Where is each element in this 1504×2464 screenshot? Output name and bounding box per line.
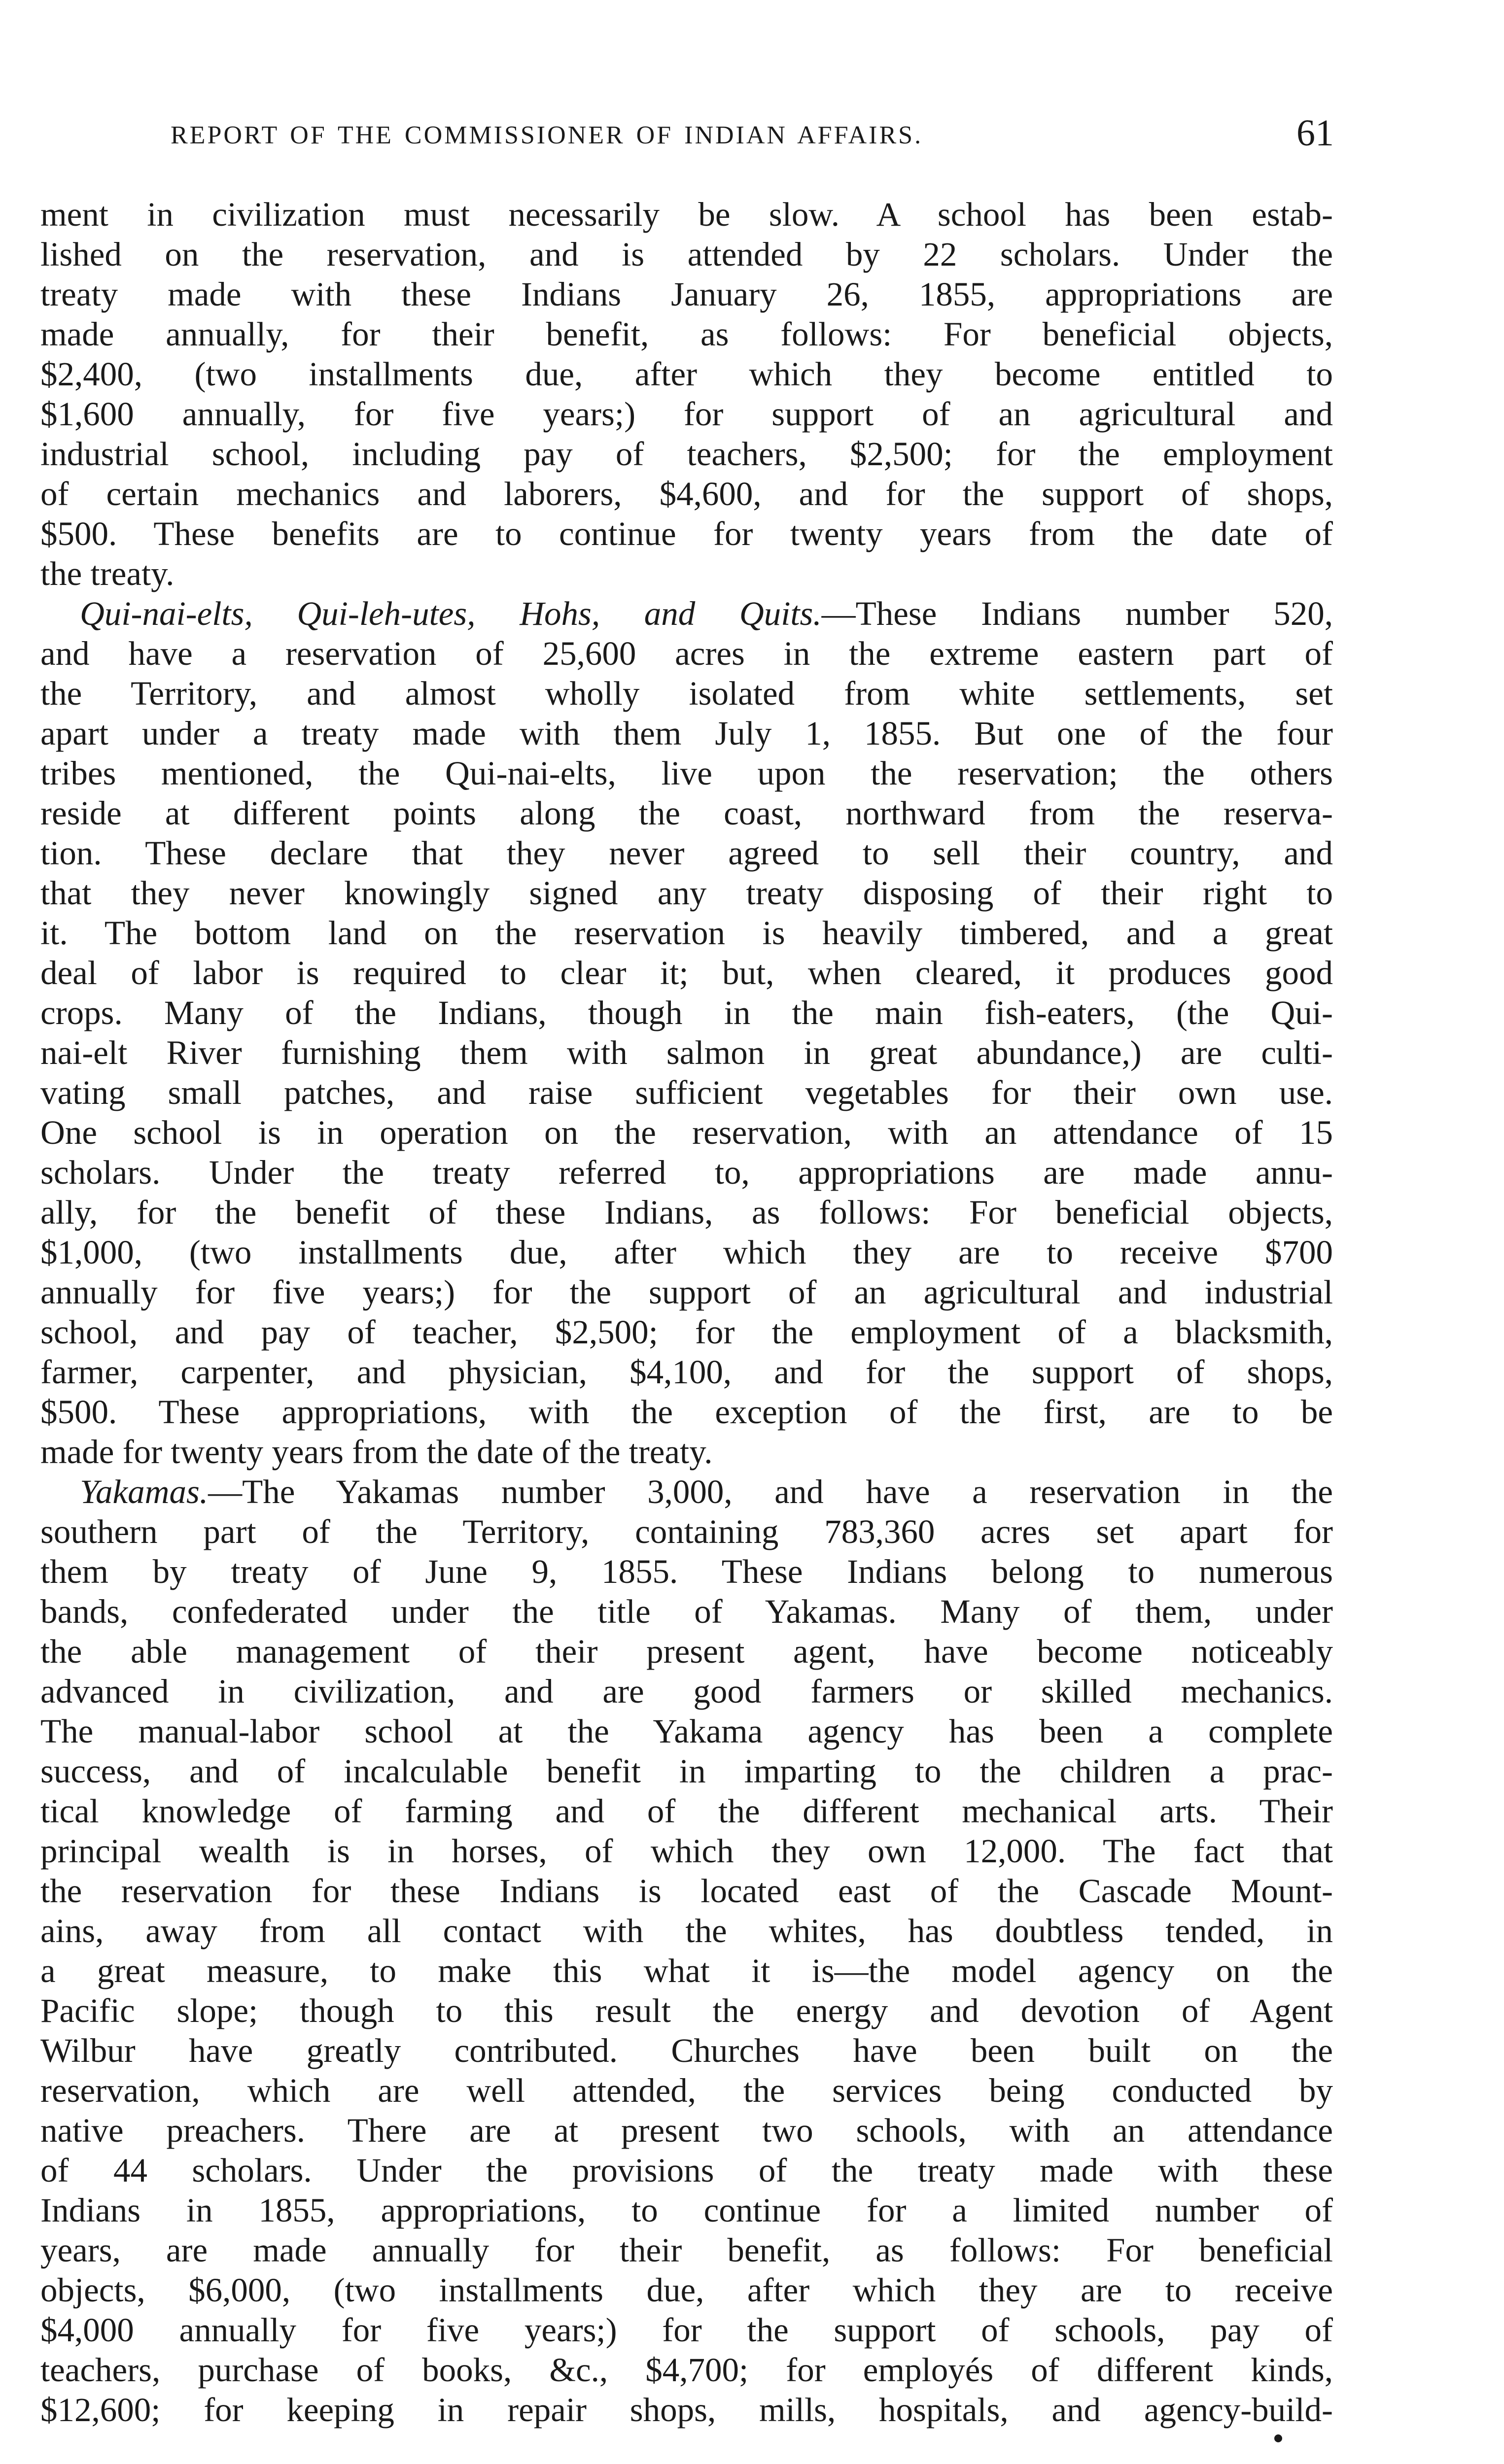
text-line: of certain mechanics and laborers, $4,600, and for the support of shops, xyxy=(40,475,1333,513)
text-line: them by treaty of June 9, 1855. These Indians belong to numerous xyxy=(40,1553,1333,1590)
text-line: ment in civilization must necessarily be slow. A school has been estab- xyxy=(40,196,1333,233)
text-line: Pacific slope; though to this result the energy and devotion of Agent xyxy=(40,1992,1333,2029)
text-line: industrial school, including pay of teachers, $2,500; for the employment xyxy=(40,435,1333,473)
text-line: tribes mentioned, the Qui-nai-elts, live upon the reservation; the others xyxy=(40,754,1333,792)
text-line: school, and pay of teacher, $2,500; for the employment of a blacksmith, xyxy=(40,1313,1333,1351)
text-line: The manual-labor school at the Yakama agency has been a complete xyxy=(40,1712,1333,1750)
section-text: —The Yakamas number 3,000, and have a reservation in the xyxy=(208,1473,1333,1510)
text-line: $500. These appropriations, with the exception of the first, are to be xyxy=(40,1393,1333,1431)
running-header xyxy=(40,109,1334,163)
text-line: years, are made annually for their benefit, as follows: For beneficial xyxy=(40,2231,1333,2269)
text-line: reside at different points along the coast, northward from the reserva- xyxy=(40,794,1333,832)
text-line: and have a reservation of 25,600 acres in the extreme eastern part of xyxy=(40,635,1333,672)
section-lead: Qui-nai-elts, Qui-leh-utes, Hohs, and Quits. xyxy=(80,595,822,632)
text-line: farmer, carpenter, and physician, $4,100, and for the support of shops, xyxy=(40,1353,1333,1391)
text-line: lished on the reservation, and is attended by 22 scholars. Under the xyxy=(40,236,1333,273)
text-line xyxy=(40,594,1333,634)
text-line: $1,000, (two installments due, after which they are to receive $700 xyxy=(40,1233,1333,1271)
text-line: the Territory, and almost wholly isolated from white settlements, set xyxy=(40,675,1333,712)
section-text: —These Indians number 520, xyxy=(821,595,1333,632)
header-title: REPORT OF THE COMMISSIONER OF INDIAN AFFAIRS. xyxy=(171,121,923,149)
text-line xyxy=(40,1472,1333,1512)
text-line: crops. Many of the Indians, though in the main fish-eaters, (the Qui- xyxy=(40,994,1333,1031)
text-line: $500. These benefits are to continue for twenty years from the date of xyxy=(40,515,1333,552)
text-line: native preachers. There are at present two schools, with an attendance xyxy=(40,2112,1333,2149)
printer-mark xyxy=(1274,2434,1282,2442)
text-line: ains, away from all contact with the whites, has doubtless tended, in xyxy=(40,1912,1333,1950)
text-line: objects, $6,000, (two installments due, after which they are to receive xyxy=(40,2271,1333,2309)
text-line: $1,600 annually, for five years;) for support of an agricultural and xyxy=(40,395,1333,433)
text-line: of 44 scholars. Under the provisions of the treaty made with these xyxy=(40,2152,1333,2189)
text-line: made annually, for their benefit, as follows: For beneficial objects, xyxy=(40,315,1333,353)
text-line: southern part of the Territory, containing 783,360 acres set apart for xyxy=(40,1513,1333,1550)
text-line: $4,000 annually for five years;) for the support of schools, pay of xyxy=(40,2311,1333,2349)
text-line: annually for five years;) for the support of an agricultural and industrial xyxy=(40,1273,1333,1311)
text-line: Indians in 1855, appropriations, to continue for a limited number of xyxy=(40,2191,1333,2229)
text-line: it. The bottom land on the reservation is heavily timbered, and a great xyxy=(40,914,1333,952)
text-line: made for twenty years from the date of the treaty. xyxy=(40,1433,713,1471)
text-line: scholars. Under the treaty referred to, appropriations are made annu- xyxy=(40,1154,1333,1191)
body-text xyxy=(40,195,1333,2430)
text-line: principal wealth is in horses, of which they own 12,000. The fact that xyxy=(40,1832,1333,1870)
text-line: treaty made with these Indians January 26, 1855, appropriations are xyxy=(40,275,1333,313)
text-line: nai-elt River furnishing them with salmon in great abundance,) are culti- xyxy=(40,1034,1333,1071)
text-line: success, and of incalculable benefit in imparting to the children a prac- xyxy=(40,1752,1333,1790)
text-line: ally, for the benefit of these Indians, as follows: For beneficial objects, xyxy=(40,1194,1333,1231)
text-line: $12,600; for keeping in repair shops, mills, hospitals, and agency-build- xyxy=(40,2391,1333,2429)
text-line: the reservation for these Indians is located east of the Cascade Mount- xyxy=(40,1872,1333,1910)
text-line: the able management of their present agent, have become noticeably xyxy=(40,1633,1333,1670)
text-line: deal of labor is required to clear it; but, when cleared, it produces good xyxy=(40,954,1333,992)
text-line: tion. These declare that they never agreed to sell their country, and xyxy=(40,834,1333,872)
text-line: One school is in operation on the reservation, with an attendance of 15 xyxy=(40,1114,1333,1151)
text-line: tical knowledge of farming and of the different mechanical arts. Their xyxy=(40,1792,1333,1830)
text-line: reservation, which are well attended, the services being conducted by xyxy=(40,2072,1333,2109)
text-line: advanced in civilization, and are good farmers or skilled mechanics. xyxy=(40,1673,1333,1710)
text-line: vating small patches, and raise sufficient vegetables for their own use. xyxy=(40,1074,1333,1111)
text-line: a great measure, to make this what it is—the model agency on the xyxy=(40,1952,1333,1989)
text-line: $2,400, (two installments due, after which they become entitled to xyxy=(40,355,1333,393)
text-line: teachers, purchase of books, &c., $4,700; for employés of different kinds, xyxy=(40,2351,1333,2389)
text-line: bands, confederated under the title of Yakamas. Many of them, under xyxy=(40,1593,1333,1630)
text-line: the treaty. xyxy=(40,555,175,592)
text-line: Wilbur have greatly contributed. Churches have been built on the xyxy=(40,2032,1333,2069)
page-number: 61 xyxy=(1296,112,1334,154)
section-lead: Yakamas. xyxy=(80,1473,209,1510)
text-line: that they never knowingly signed any treaty disposing of their right to xyxy=(40,874,1333,912)
text-line: apart under a treaty made with them July 1, 1855. But one of the four xyxy=(40,715,1333,752)
